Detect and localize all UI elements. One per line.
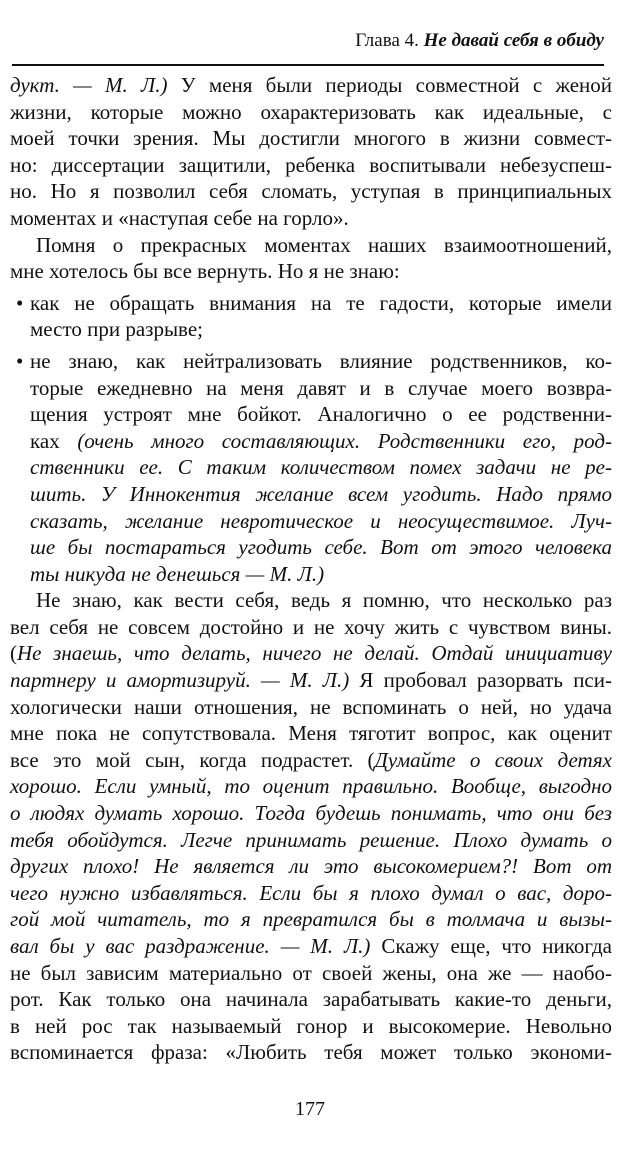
text-line [10, 428, 612, 455]
text-line [10, 508, 612, 535]
body-segment: мне пока не сопутствовала. Меня тяготит вопрос, как оценит [10, 721, 612, 746]
body-segment: не был зависим материально от своей жены, она же — наобо- [10, 960, 612, 985]
body-segment: но: диссертации защитили, ребенка воспитывали небезуспеш- [10, 152, 612, 177]
text-line [10, 614, 612, 641]
body-segment: Я пробовал разорвать пси- [349, 668, 612, 693]
text-line [10, 640, 612, 667]
body-segment: но. Но я позволил себя сломать, уступая в принципиальных [10, 179, 612, 204]
author-comment-text: партнеру и амортизируй. — М. Л.) [10, 668, 350, 693]
author-comment-text: вал бы у вас раздражение. — М. Л.) [10, 934, 371, 958]
body-segment: как не обращать внимания на те гадости, которые имели [30, 290, 612, 315]
author-comment-text: Не знаешь, что делать, ничего не делай. Отдай инициативу [17, 641, 612, 666]
author-comment-text: о людях думать хорошо. Тогда будешь понимать, что они без [10, 801, 612, 826]
text-line [10, 401, 612, 428]
chapter-title: Не давай себя в обиду [423, 30, 604, 51]
header-rule [12, 64, 604, 66]
body-segment: У меня были периоды совместной с женой [167, 73, 612, 97]
body-segment: вел себя не совсем достойно и не хочу жить с чувством вины. [10, 614, 612, 639]
text-line [10, 906, 612, 933]
text-line [10, 800, 612, 827]
author-comment-text: шить. У Иннокентия желание всем угодить. Надо прямо [30, 481, 612, 506]
body-segment: щения устроят мне бойкот. Аналогично о ее родственни- [30, 402, 612, 427]
text-line [10, 375, 612, 402]
body-segment: в ней рос так называемый гонор и высокомерие. Невольно [10, 1013, 612, 1038]
body-segment: все это мой сын, когда подрастет. ( [10, 747, 375, 772]
text-line [10, 667, 612, 694]
body-segment: хологически наши отношения, не вспоминать о ней, но удача [10, 694, 612, 719]
body-text [10, 72, 612, 1066]
bullet-icon: • [16, 348, 24, 373]
body-segment: Скажу еще, что никогда [370, 934, 612, 958]
bullet-item [10, 348, 612, 375]
text-line [10, 99, 612, 126]
text-line [10, 258, 612, 285]
body-segment: моментах и «наступая себе на горло». [10, 205, 349, 230]
bullet-icon: • [16, 290, 24, 315]
body-segment: ( [10, 641, 17, 666]
author-comment-text: тебя обойдутся. Легче принимать решение. Плохо думать о [10, 827, 612, 852]
author-comment-text: сказать, желание невротическое и неосуществимое. Луч- [30, 508, 612, 533]
body-segment: Не знаю, как вести себя, ведь я помню, что несколько раз [36, 588, 612, 613]
text-line [10, 72, 612, 99]
text-line [10, 232, 612, 259]
text-line [30, 349, 612, 373]
body-segment: ках [30, 428, 78, 453]
bullet-item [10, 290, 612, 317]
author-comment-text: хорошо. Если умный, то оценит правильно. Вообще, выгодно [10, 774, 612, 799]
text-line [10, 561, 612, 588]
text-line [10, 1039, 612, 1066]
text-line [10, 152, 612, 179]
text-line [10, 205, 612, 232]
body-segment: торые ежедневно на меня давят и в случае моего возвра- [30, 375, 612, 400]
body-segment: жизни, которые можно охарактеризовать как идеальные, с [10, 99, 612, 124]
author-comment-text: Думайте о своих детях [374, 747, 612, 772]
text-line [10, 694, 612, 721]
text-line [30, 291, 612, 315]
text-line [10, 1013, 612, 1040]
author-comment-text: гой мой читатель, то я превратился бы в толмача и вызы- [10, 907, 612, 932]
text-line [10, 534, 612, 561]
running-header [12, 20, 604, 60]
body-segment: не знаю, как нейтрализовать влияние родственников, ко- [30, 348, 612, 373]
text-line [10, 747, 612, 774]
body-segment: Помня о прекрасных моментах наших взаимоотношений, [36, 232, 612, 257]
body-segment: моей точки зрения. Мы достигли многого в жизни совмест- [10, 126, 612, 151]
author-comment-text: (очень много составляющих. Родственники его, род- [77, 428, 612, 453]
page-number: 177 [295, 1098, 325, 1120]
text-line [10, 827, 612, 854]
author-comment-text: ственники ее. С таким количеством помех задачи не ре- [30, 455, 612, 480]
body-segment: вспоминается фраза: «Любить тебя может только экономи- [10, 1040, 612, 1065]
header-text [355, 30, 604, 52]
chapter-label: Глава 4. [355, 30, 419, 51]
text-line [10, 178, 612, 205]
text-line [10, 587, 612, 614]
text-line [10, 986, 612, 1013]
text-line [10, 960, 612, 987]
author-comment-text: ше бы постараться угодить себе. Вот от этого человека [30, 535, 612, 560]
author-comment-text: чего нужно избавляться. Если бы я плохо думал о вас, доро- [10, 880, 612, 905]
author-comment-text: дукт. — М. Л.) [10, 73, 168, 97]
author-comment-text: ты никуда не денешься — М. Л.) [30, 561, 325, 586]
text-line [10, 316, 612, 343]
body-segment: рот. Как только она начинала зарабатывать какие-то деньги, [10, 987, 612, 1012]
text-line [10, 773, 612, 800]
text-line [10, 933, 612, 960]
text-line [10, 880, 612, 907]
author-comment-text: других плохо! Не является ли это высокомерием?! Вот от [10, 854, 612, 879]
text-line [10, 125, 612, 152]
text-line [10, 853, 612, 880]
text-line [10, 720, 612, 747]
text-line [10, 481, 612, 508]
text-line [10, 454, 612, 481]
body-segment: место при разрыве; [30, 317, 204, 342]
body-segment: мне хотелось бы все вернуть. Но я не знаю: [10, 259, 400, 284]
